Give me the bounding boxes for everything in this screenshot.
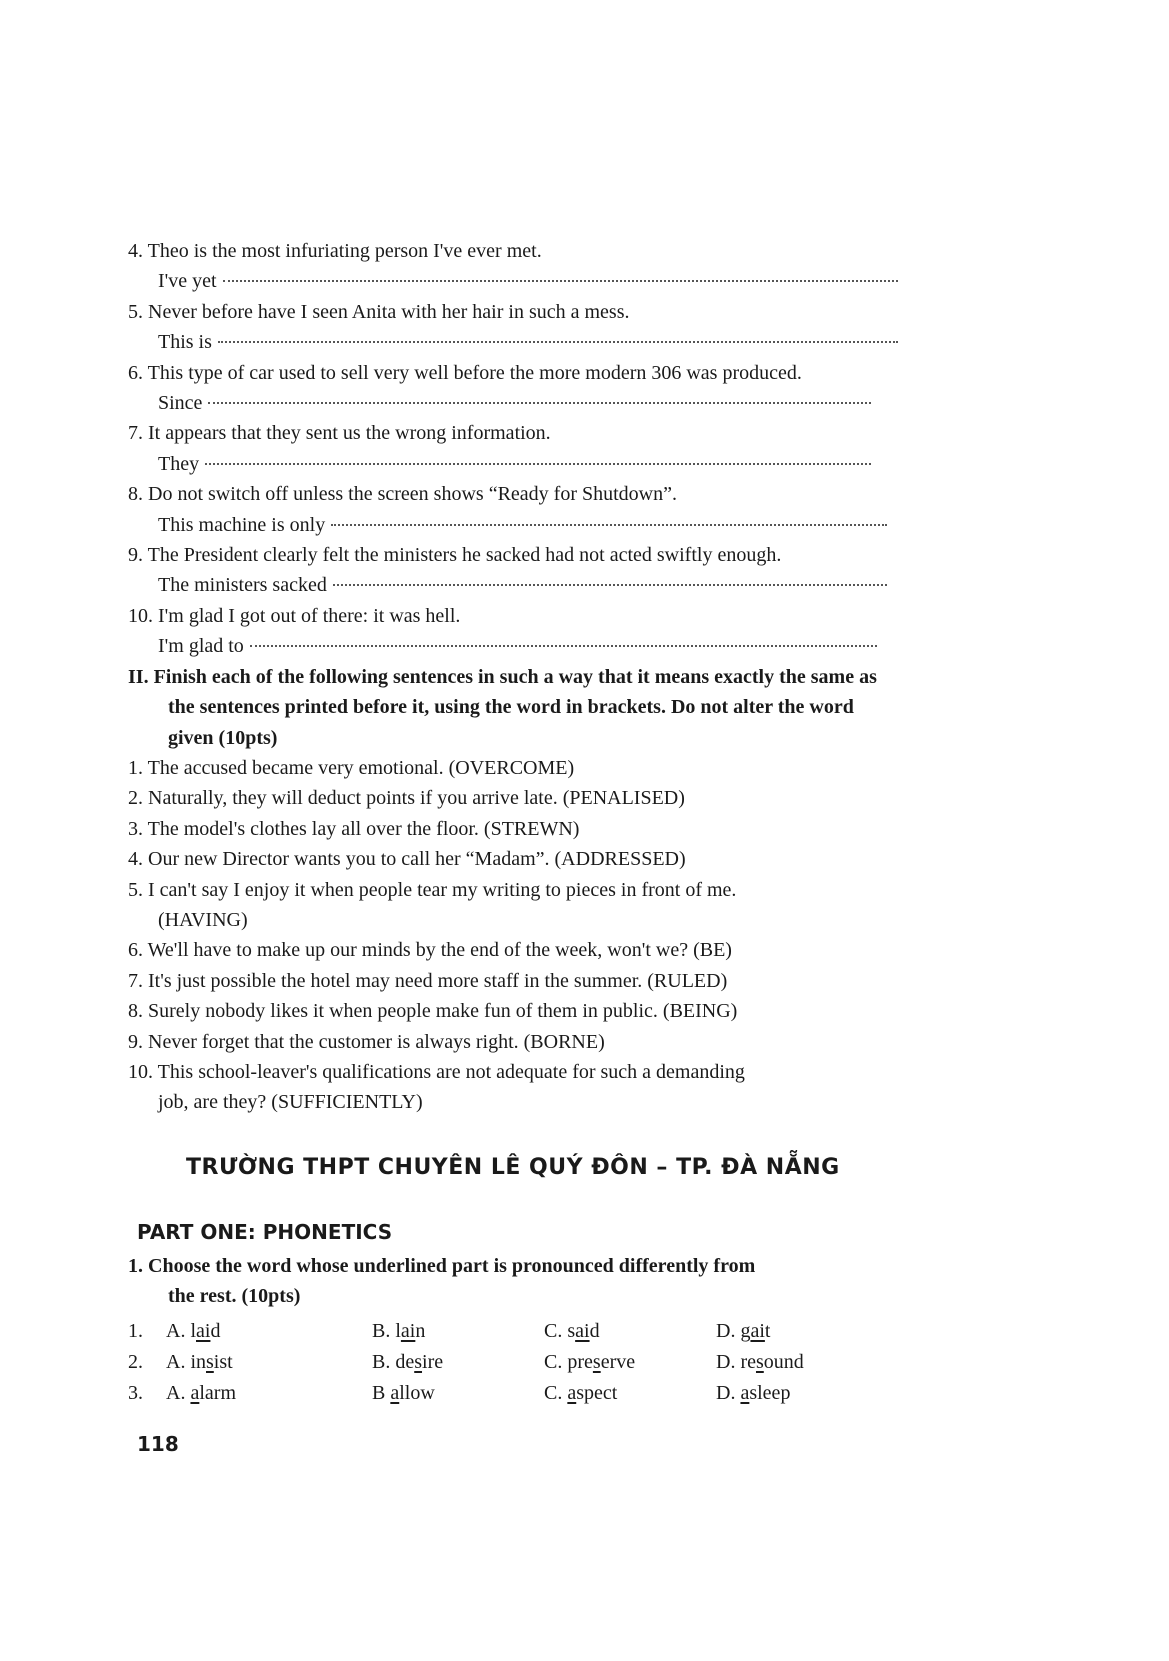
rewrite-item [128,297,888,327]
rewrite-item [128,358,888,388]
part-title: PART ONE: PHONETICS [137,1220,393,1244]
underlined-part: s [414,1351,423,1373]
options-row [128,1316,876,1347]
underlined-part: a [567,1382,577,1404]
option-d [716,1316,876,1347]
item-number: 7. [128,969,143,992]
option-b [372,1347,544,1378]
item-number: 6. [128,939,143,962]
question-line: the rest. (10pts) [168,1285,301,1308]
answer-start: This machine is only [158,513,326,536]
section-heading: II. Finish each of the following sentences in such a way that it means exactly the same as the sentences printed before it, using the word in brackets. Do not alter the word given (10pts) [128,665,877,749]
list-item-continuation: (HAVING) [158,908,248,931]
option-b [372,1316,544,1347]
item-text: Never forget that the customer is always right. (BORNE) [148,1030,605,1053]
item-number: 8. [128,1000,143,1023]
rewrite-item [128,540,888,570]
option-d [716,1347,876,1378]
item-number: 5. [128,300,143,323]
dotted-blank [205,463,871,465]
question-heading [128,1251,888,1312]
item-sentence: This type of car used to sell very well before the more modern 306 was produced. [147,361,802,384]
item-sentence: Never before have I seen Anita with her hair in such a mess. [148,300,630,323]
item-number: 2. [128,787,143,810]
answer-start: They [158,452,200,475]
item-number: 6. [128,361,143,384]
option-text: D. [716,1382,741,1404]
option-text: A. [166,1382,191,1404]
option-text: ist [213,1351,233,1373]
row-number: 1. [128,1320,143,1342]
list-item [128,935,888,965]
option-text: B. de [372,1351,415,1373]
option-text: spect [576,1382,618,1404]
answer-line [128,570,887,600]
list-item [128,1027,888,1057]
rewrite-item [128,418,888,448]
list-item [128,753,888,783]
answer-start: I'm glad to [158,635,244,658]
school-title: TRƯỜNG THPT CHUYÊN LÊ QUÝ ĐÔN – TP. ĐÀ NẴNG [186,1155,840,1180]
item-text: I can't say I enjoy it when people tear my writing to pieces in front of me. [148,878,737,901]
option-c [544,1316,716,1347]
item-number: 7. [128,422,143,445]
item-number: 9. [128,1030,143,1053]
option-text: llow [399,1382,435,1404]
option-text: sleep [749,1382,791,1404]
page-number: 118 [137,1432,179,1456]
rewrite-item [128,479,888,509]
option-a [166,1347,372,1378]
item-text: It's just possible the hotel may need more staff in the summer. (RULED) [148,969,728,992]
rewrite-item [128,601,888,631]
item-number: 4. [128,848,143,871]
dotted-blank [223,280,898,282]
dotted-blank [208,402,871,404]
item-text: Surely nobody likes it when people make fun of them in public. (BEING) [148,1000,738,1023]
phonetics-options [128,1316,876,1409]
dotted-blank [218,341,898,343]
underlined-part: ai [750,1320,765,1342]
item-text: Naturally, they will deduct points if you arrive late. (PENALISED) [148,787,685,810]
underlined-part: a [740,1382,750,1404]
option-b [372,1378,544,1409]
dotted-blank [250,645,877,647]
underlined-part: ai [575,1320,590,1342]
item-sentence: Do not switch off unless the screen shows “Ready for Shutdown”. [148,483,677,506]
option-text: A. l [166,1320,196,1342]
option-text: D. re [716,1351,756,1373]
question-line: 1. Choose the word whose underlined part is pronounced differently from [128,1255,756,1277]
answer-line [128,449,871,479]
answer-start: The ministers sacked [158,574,327,597]
row-number: 2. [128,1351,143,1373]
answer-line [128,388,871,418]
item-number: 8. [128,483,143,506]
options-row [128,1378,876,1409]
option-text: A. in [166,1351,206,1373]
list-item [128,875,888,905]
option-text: d [210,1320,221,1342]
item-number: 10. [128,1060,153,1083]
item-text: The accused became very emotional. (OVERCOME) [147,756,575,779]
list-item [128,844,888,874]
item-text: Our new Director wants you to call her “Madam”. (ADDRESSED) [148,848,686,871]
item-sentence: I'm glad I got out of there: it was hell. [158,604,461,627]
option-text: B. l [372,1320,401,1342]
list-item-continuation: job, are they? (SUFFICIENTLY) [158,1091,423,1114]
item-number: 4. [128,240,143,262]
underlined-part: s [206,1351,214,1373]
underlined-part: s [592,1351,601,1373]
underlined-part: a [190,1382,200,1404]
item-sentence: The President clearly felt the ministers he sacked had not acted swiftly enough. [147,544,782,567]
option-text: B [372,1382,391,1404]
option-c [544,1347,716,1378]
option-text: ire [422,1351,444,1373]
item-sentence: Theo is the most infuriating person I've ever met. [147,240,542,262]
option-text: C. pre [544,1351,593,1373]
underlined-part: s [755,1351,764,1373]
rewrite-item [128,236,888,266]
option-text: erve [600,1351,636,1373]
option-a [166,1378,372,1409]
answer-start: Since [158,392,203,415]
item-text: We'll have to make up our minds by the end of the week, won't we? (BE) [147,939,732,962]
item-number: 5. [128,878,143,901]
option-text: D. g [716,1320,751,1342]
underlined-part: a [390,1382,400,1404]
list-item [128,814,888,844]
option-text: C. s [544,1320,576,1342]
item-sentence: It appears that they sent us the wrong information. [148,422,551,445]
rewrite-section [128,236,888,1118]
option-c [544,1378,716,1409]
option-d [716,1378,876,1409]
option-a [166,1316,372,1347]
underlined-part: ai [400,1320,416,1342]
item-number: 3. [128,817,143,840]
dotted-blank [333,584,887,586]
answer-line [128,327,898,357]
option-text: t [764,1320,771,1342]
option-text: C. [544,1382,568,1404]
list-item [128,783,888,813]
answer-line [128,510,887,540]
list-item [128,996,888,1026]
option-text: n [415,1320,426,1342]
answer-line [128,266,898,296]
row-number: 3. [128,1382,143,1404]
item-number: 1. [128,756,143,779]
option-text: larm [199,1382,236,1404]
options-row [128,1347,876,1378]
item-number: 10. [128,604,153,627]
item-text: This school-leaver's qualifications are not adequate for such a demanding [157,1060,745,1083]
underlined-part: ai [196,1320,211,1342]
item-text: The model's clothes lay all over the floor. (STREWN) [147,817,580,840]
dotted-blank [331,524,887,526]
list-item [128,1057,888,1087]
option-text: ound [763,1351,804,1373]
list-item [128,966,888,996]
item-number: 9. [128,544,143,567]
answer-start: I've yet [158,270,217,293]
answer-start: This is [158,331,212,354]
option-text: d [589,1320,600,1342]
answer-line [128,631,877,661]
